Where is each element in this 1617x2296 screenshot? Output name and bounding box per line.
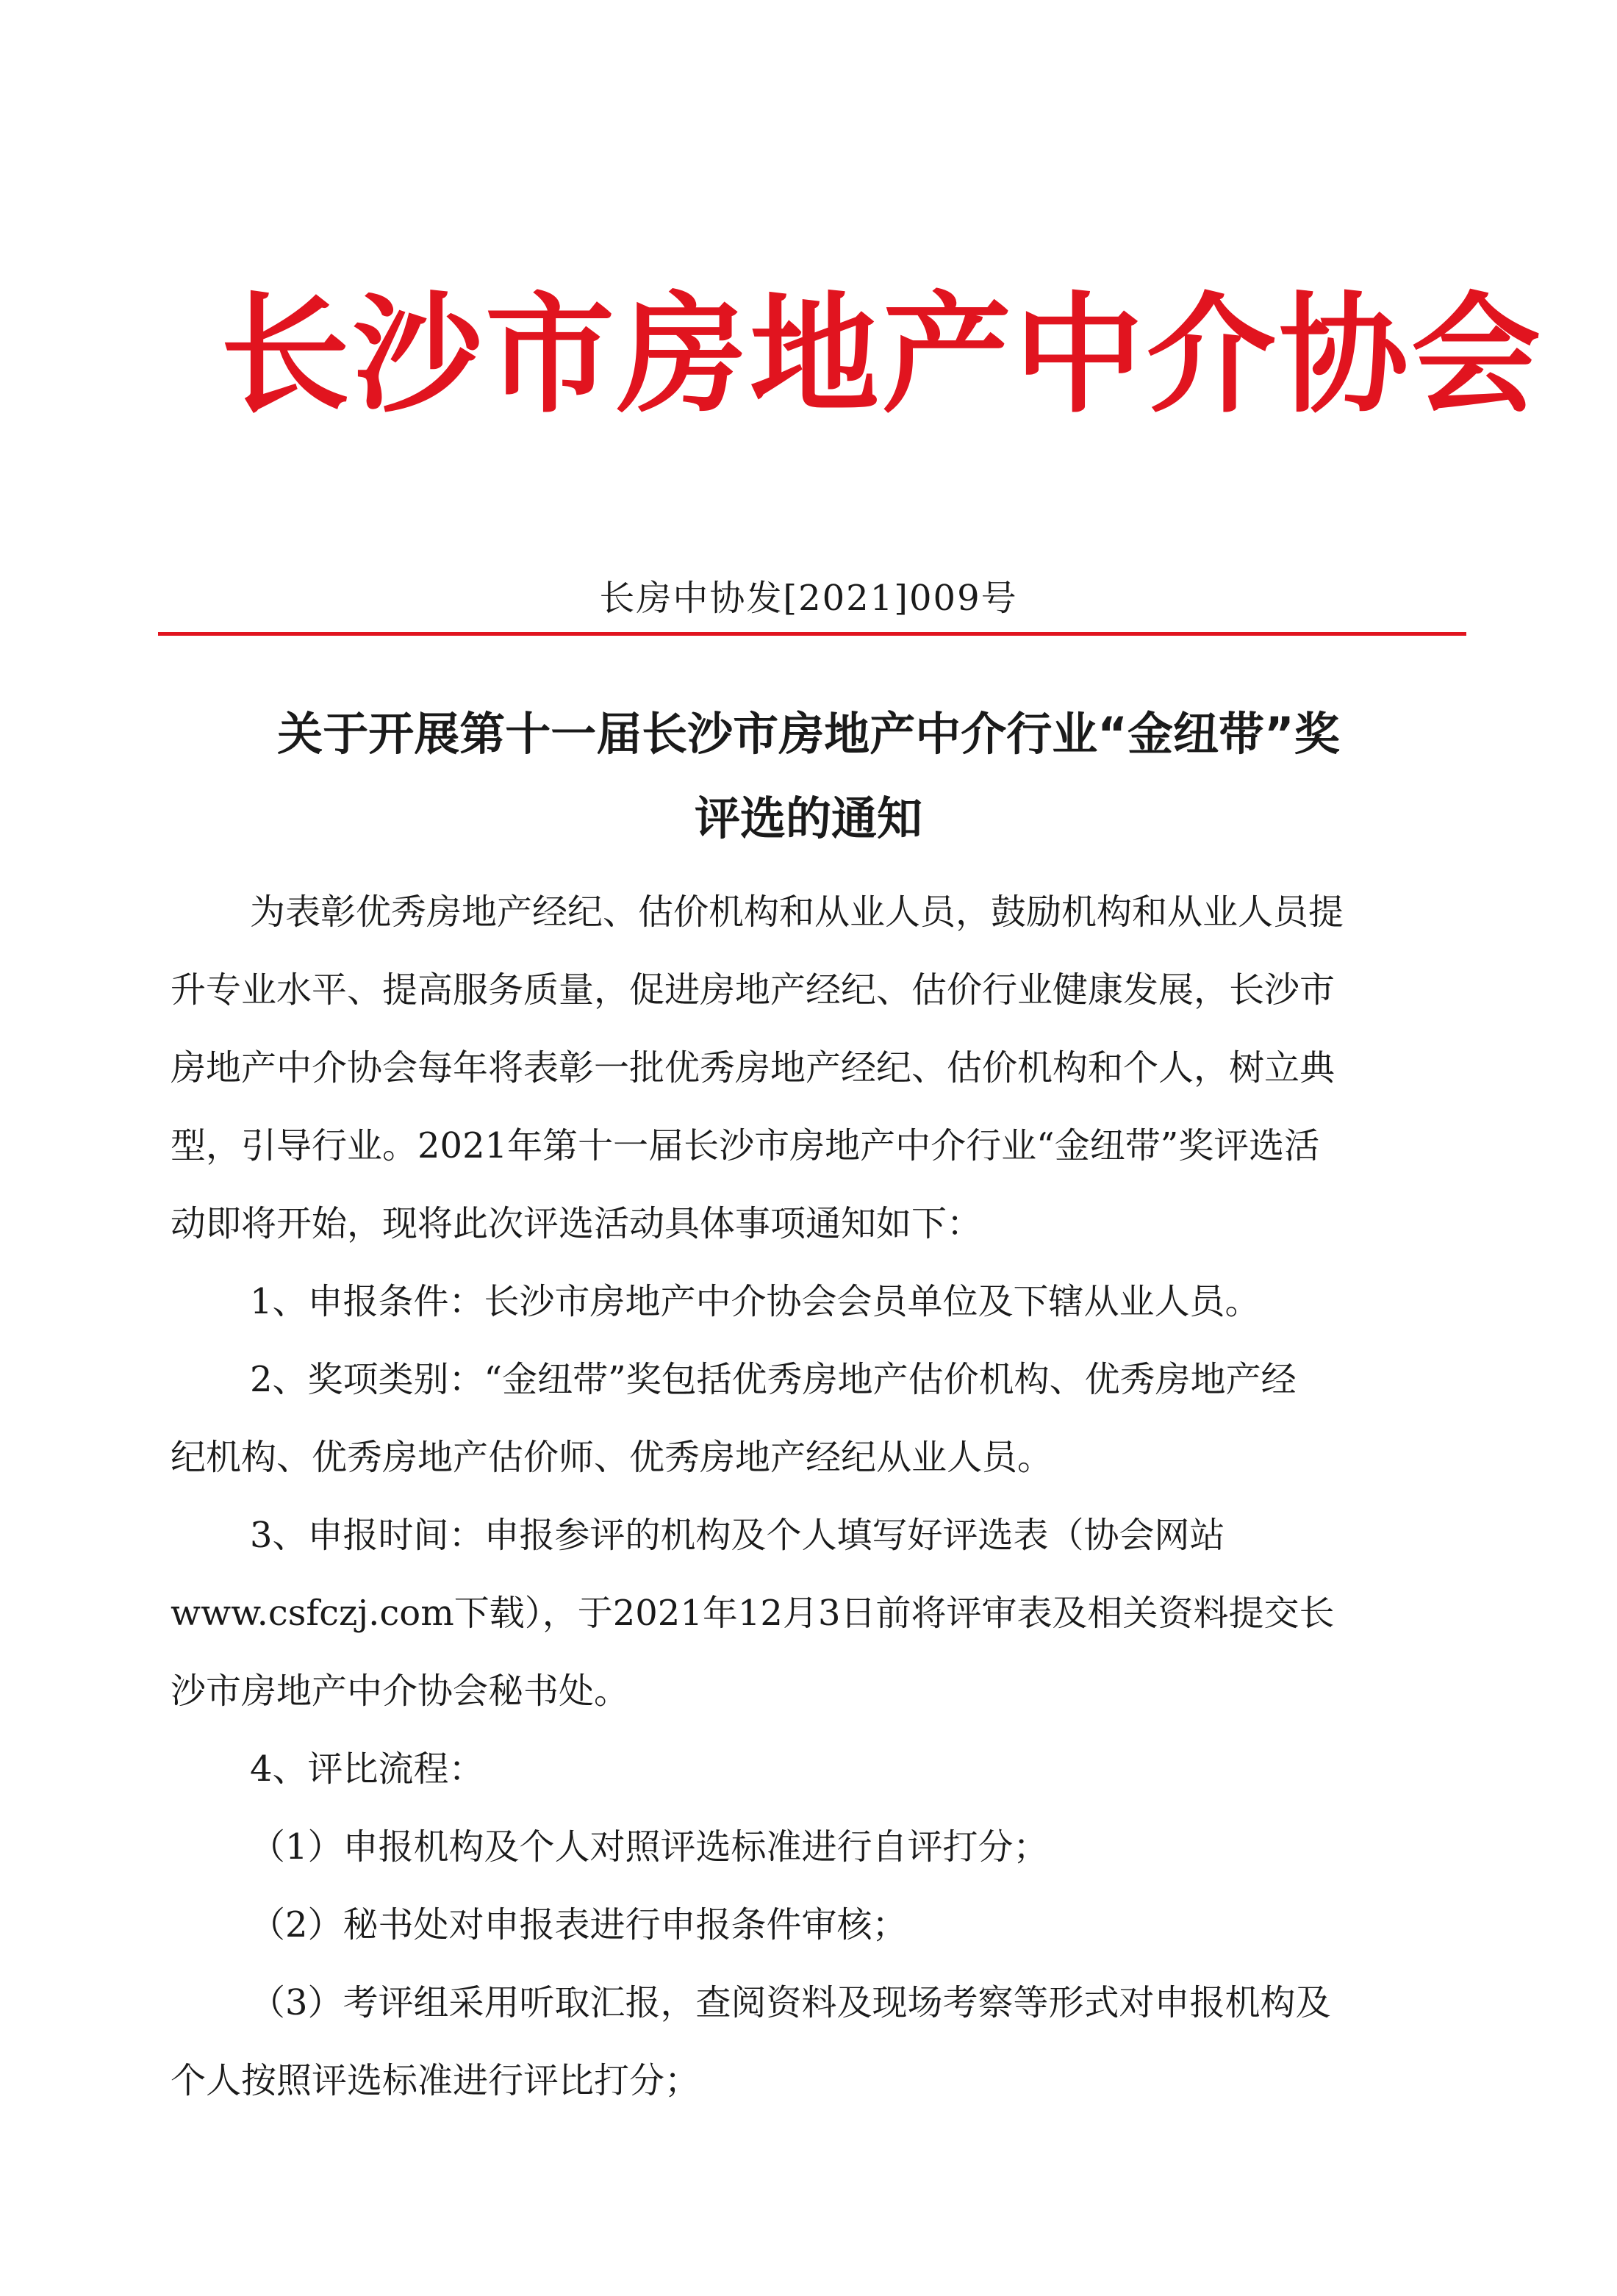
paragraph-line: 动即将开始，现将此次评选活动具体事项通知如下：	[171, 1203, 983, 1244]
paragraph-line: www.csfczj.com下载），于2021年12月3日前将评审表及相关资料提交长	[171, 1593, 1335, 1634]
paragraph-line: 型，引导行业。2021年第十一届长沙市房地产中介行业“金纽带”奖评选活	[171, 1125, 1320, 1166]
intro-paragraph	[171, 873, 1449, 1263]
paragraph-line: 1、申报条件：长沙市房地产中介协会会员单位及下辖从业人员。	[250, 1281, 1261, 1322]
paragraph-line: 为表彰优秀房地产经纪、估价机构和从业人员，鼓励机构和从业人员提	[250, 892, 1344, 933]
paragraph-line: 升专业水平、提高服务质量，促进房地产经纪、估价行业健康发展，长沙市	[171, 969, 1335, 1011]
paragraph-line: 沙市房地产中介协会秘书处。	[171, 1671, 630, 1712]
paragraph-line: （3）考评组采用听取汇报，查阅资料及现场考察等形式对申报机构及	[250, 1982, 1331, 2023]
paragraph-line: 房地产中介协会每年将表彰一批优秀房地产经纪、估价机构和个人，树立典	[171, 1047, 1335, 1088]
document-number: 长房中协发[2021]009号	[599, 578, 1018, 619]
process-step-1	[171, 1808, 1449, 1886]
paragraph-line: 4、评比流程：	[250, 1748, 484, 1790]
notice-title-line-1: 关于开展第十一届长沙市房地产中介行业“金纽带”奖	[277, 707, 1340, 761]
paragraph-line: 纪机构、优秀房地产估价师、优秀房地产经纪从业人员。	[171, 1437, 1053, 1478]
organization-name-header: 长沙市房地产中介协会	[220, 279, 1544, 431]
item-2-award-categories	[171, 1341, 1449, 1496]
paragraph-line: （1）申报机构及个人对照评选标准进行自评打分；	[250, 1826, 1049, 1868]
item-4-evaluation-process-heading	[171, 1730, 1449, 1808]
process-step-2	[171, 1886, 1449, 1964]
paragraph-line: （2）秘书处对申报表进行申报条件审核；	[250, 1904, 908, 1945]
red-divider-line	[158, 632, 1466, 636]
notice-title-line-2: 评选的通知	[694, 792, 922, 845]
item-3-application-time	[171, 1496, 1449, 1730]
item-1-application-conditions	[171, 1263, 1449, 1341]
paragraph-line: 2、奖项类别：“金纽带”奖包括优秀房地产估价机构、优秀房地产经	[250, 1359, 1297, 1400]
paragraph-line: 3、申报时间：申报参评的机构及个人填写好评选表（协会网站	[250, 1515, 1225, 1556]
process-step-3	[171, 1964, 1449, 2120]
paragraph-line: 个人按照评选标准进行评比打分；	[171, 2060, 700, 2101]
